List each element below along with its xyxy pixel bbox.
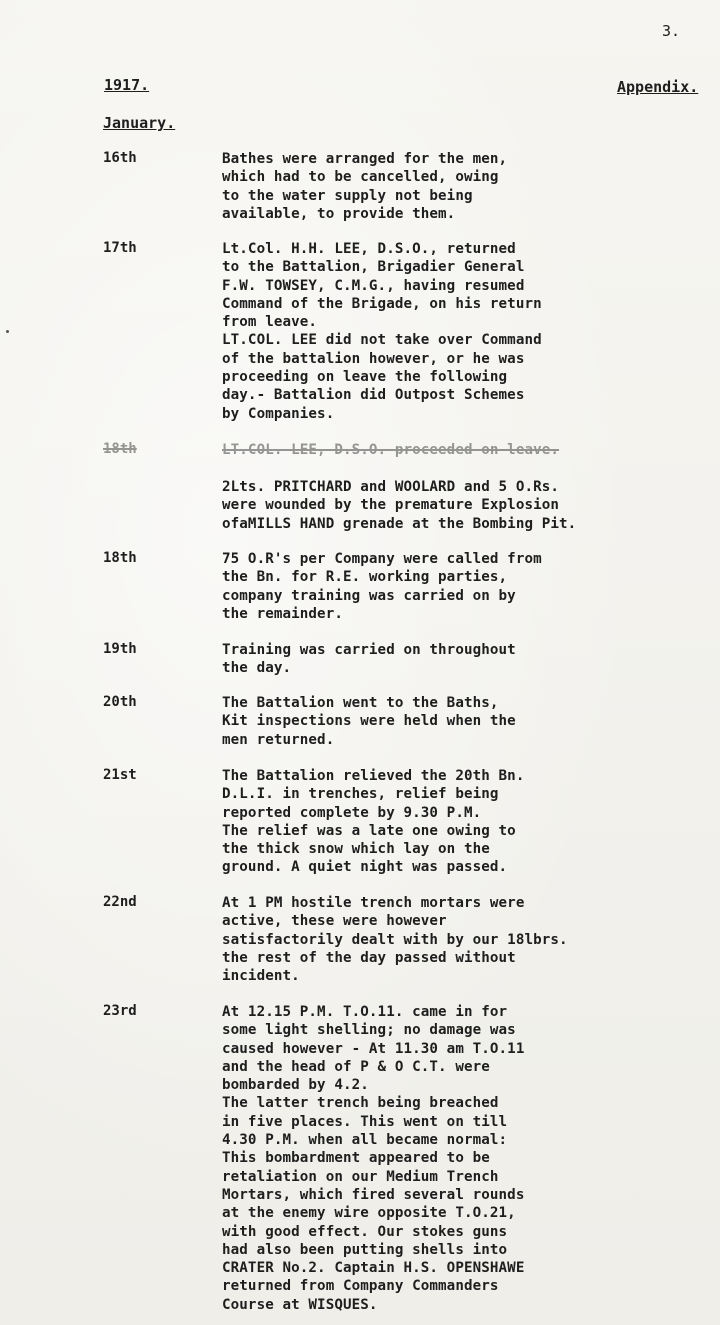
appendix-heading: Appendix. bbox=[617, 78, 699, 96]
entry-line: the rest of the day passed without bbox=[222, 949, 516, 966]
entry-line: ofaMILLS HAND grenade at the Bombing Pit. bbox=[222, 515, 577, 532]
entry-line: This bombardment appeared to be bbox=[222, 1150, 490, 1167]
entry-line: some light shelling; no damage was bbox=[222, 1022, 516, 1039]
entry-line: Bathes were arranged for the men, bbox=[222, 151, 508, 167]
entry-line: 4.30 P.M. when all became normal: bbox=[222, 1132, 508, 1149]
entry-line: Course at WISQUES. bbox=[222, 1296, 378, 1313]
entry-line: and the head of P & O C.T. were bbox=[222, 1058, 490, 1075]
entry-date: 23rd bbox=[103, 1003, 137, 1019]
entry-line: D.L.I. in trenches, relief being bbox=[222, 786, 499, 803]
entry-line: the thick snow which lay on the bbox=[222, 841, 490, 858]
entry-date: 22nd bbox=[103, 894, 137, 910]
entry-text bbox=[222, 694, 712, 749]
entry-line: proceeding on leave the following bbox=[222, 369, 508, 386]
entry-line: were wounded by the premature Explosion bbox=[222, 497, 560, 514]
entry-date: 21st bbox=[103, 767, 137, 783]
entry-line: F.W. TOWSEY, C.M.G., having resumed bbox=[222, 277, 525, 294]
entry-date: 20th bbox=[103, 694, 137, 710]
entry-line: 2Lts. PRITCHARD and WOOLARD and 5 O.Rs. bbox=[222, 479, 560, 495]
entry-line: LT.COL. LEE, D.S.O. proceeded on leave. bbox=[222, 442, 560, 458]
entry-line: to the water supply not being bbox=[222, 187, 473, 204]
entry-line: The relief was a late one owing to bbox=[222, 822, 516, 839]
entry-line: Kit inspections were held when the bbox=[222, 713, 516, 730]
entry-line: Command of the Brigade, on his return bbox=[222, 295, 542, 312]
entry-line: bombarded by 4.2. bbox=[222, 1077, 369, 1094]
entry-line: the Bn. for R.E. working parties, bbox=[222, 569, 508, 586]
entry-text bbox=[222, 894, 712, 985]
entry-line: day.- Battalion did Outpost Schemes bbox=[222, 387, 525, 404]
entry-line: 75 O.R's per Company were called from bbox=[222, 551, 542, 567]
entry-line: men returned. bbox=[222, 731, 335, 748]
page-number: 3. bbox=[662, 22, 681, 40]
entry-text bbox=[222, 767, 712, 877]
entry-text bbox=[222, 240, 712, 423]
entry-line: the remainder. bbox=[222, 605, 343, 622]
entry-line: which had to be cancelled, owing bbox=[222, 169, 499, 186]
entry-line: At 12.15 P.M. T.O.11. came in for bbox=[222, 1004, 508, 1020]
entry-line: with good effect. Our stokes guns bbox=[222, 1223, 508, 1240]
entry-line: returned from Company Commanders bbox=[222, 1278, 499, 1295]
entry-line: to the Battalion, Brigadier General bbox=[222, 259, 525, 276]
entry-line: at the enemy wire opposite T.O.21, bbox=[222, 1205, 516, 1222]
entry-line: retaliation on our Medium Trench bbox=[222, 1168, 499, 1185]
entry-line: caused however - At 11.30 am T.O.11 bbox=[222, 1040, 525, 1057]
entry-line: The Battalion relieved the 20th Bn. bbox=[222, 768, 525, 784]
year-heading: 1917. bbox=[104, 76, 150, 94]
entry-line: At 1 PM hostile trench mortars were bbox=[222, 895, 525, 911]
entry-line: in five places. This went on till bbox=[222, 1113, 508, 1130]
entry-text bbox=[222, 1003, 712, 1314]
entry-line: The latter trench being breached bbox=[222, 1095, 499, 1112]
entry-text bbox=[222, 550, 712, 623]
entry-line: by Companies. bbox=[222, 405, 335, 422]
entry-line: Lt.Col. H.H. LEE, D.S.O., returned bbox=[222, 241, 516, 257]
month-heading: January. bbox=[103, 114, 176, 132]
entry-line: reported complete by 9.30 P.M. bbox=[222, 804, 482, 821]
entry-line: Training was carried on throughout bbox=[222, 642, 516, 658]
entry-line: CRATER No.2. Captain H.S. OPENSHAWE bbox=[222, 1260, 525, 1277]
entry-line: ground. A quiet night was passed. bbox=[222, 859, 508, 876]
entry-date: 17th bbox=[103, 240, 137, 256]
entry-line: of the battalion however, or he was bbox=[222, 350, 525, 367]
entry-text bbox=[222, 641, 712, 678]
entry-text-struck bbox=[222, 441, 712, 459]
entry-date: 18th bbox=[103, 550, 137, 566]
entry-text bbox=[222, 150, 712, 223]
entry-date-struck: 18th bbox=[103, 441, 137, 457]
entry-text bbox=[222, 478, 712, 533]
entry-line: company training was carried on by bbox=[222, 587, 516, 604]
paper-speck bbox=[6, 330, 9, 333]
entry-line: Mortars, which fired several rounds bbox=[222, 1186, 525, 1203]
entry-line: available, to provide them. bbox=[222, 205, 456, 222]
entry-date: 19th bbox=[103, 641, 137, 657]
entry-line: LT.COL. LEE did not take over Command bbox=[222, 332, 542, 349]
entry-date: 16th bbox=[103, 150, 137, 166]
entry-line: The Battalion went to the Baths, bbox=[222, 695, 499, 711]
entry-line: active, these were however bbox=[222, 913, 447, 930]
entry-line: the day. bbox=[222, 660, 292, 677]
entry-line: satisfactorily dealt with by our 18lbrs. bbox=[222, 931, 568, 948]
entry-line: had also been putting shells into bbox=[222, 1241, 508, 1258]
entry-line: incident. bbox=[222, 968, 300, 985]
entry-line: from leave. bbox=[222, 314, 318, 331]
